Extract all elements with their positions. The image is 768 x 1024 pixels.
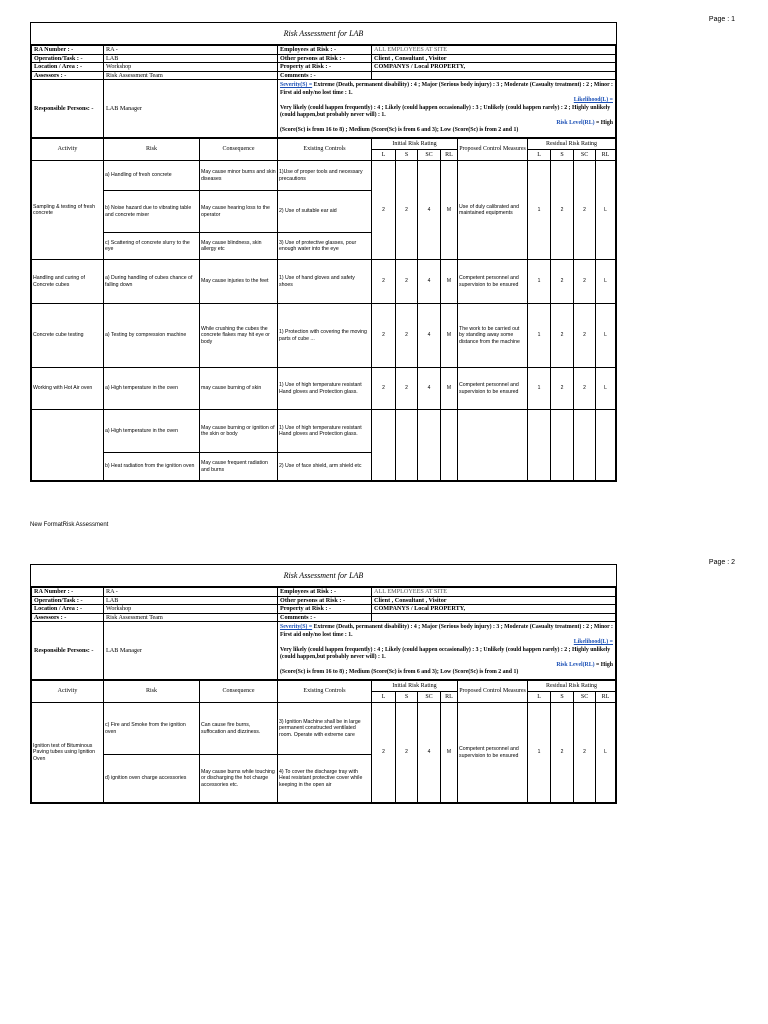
existing-control-cell: 1)Use of proper tools and necessary precautions (278, 161, 372, 191)
risk-cell: c) Scattering of concrete slurry to the eye (104, 233, 200, 260)
residual-sc-cell: 2 (574, 304, 596, 368)
col-risk: Risk (104, 139, 200, 161)
comments-label: Comments : - (278, 71, 372, 80)
initial-s-cell (396, 410, 418, 481)
risk-cell: a) During handling of cubes chance of falling down (104, 260, 200, 304)
col-sc: SC (418, 150, 441, 161)
col-proposed: Proposed Control Measures (458, 139, 528, 161)
employees-label: Employees at Risk : - (278, 588, 372, 597)
ra-number-label: RA Number : - (32, 588, 104, 597)
risk-cell: a) High temperature in the oven (104, 368, 200, 410)
activity-cell: Working with Hot Air oven (32, 368, 104, 410)
operation-label: Operation/Task : - (32, 54, 104, 63)
risk-level-label: Risk Level(RL) (556, 661, 595, 668)
residual-sc-cell: 2 (574, 368, 596, 410)
col-initial: Initial Risk Rating (372, 139, 458, 150)
col-risk: Risk (104, 681, 200, 703)
initial-rl-cell: M (441, 304, 458, 368)
responsible-label: Responsible Persons: - (32, 80, 104, 138)
col-s: S (396, 692, 418, 703)
consequence-cell: May cause injuries to the feet (200, 260, 278, 304)
col-rl: RL (441, 692, 458, 703)
residual-sc-cell (574, 410, 596, 481)
existing-control-cell: 2) Use of suitable ear aid (278, 191, 372, 233)
consequence-cell: May cause hearing loss to the operator (200, 191, 278, 233)
severity-label: Severity(S) = (280, 82, 313, 89)
location-label: Location / Area : - (32, 605, 104, 614)
col-rl-res: RL (596, 692, 616, 703)
col-sc-res: SC (574, 692, 596, 703)
initial-rl-cell: M (441, 161, 458, 260)
table-row (32, 703, 616, 755)
initial-sc-cell: 4 (418, 161, 441, 260)
existing-control-cell: 1) Use of hand gloves and safety shoes (278, 260, 372, 304)
consequence-cell: May cause blindness, skin allergy etc (200, 233, 278, 260)
ra-number-label: RA Number : - (32, 46, 104, 55)
other-persons-label: Other persons at Risk : - (278, 596, 372, 605)
risk-level-suffix: = High (594, 661, 613, 668)
col-l-res: L (528, 692, 551, 703)
other-persons-value: Client , Consultant , Visitor (372, 54, 616, 63)
existing-control-cell: 1) Use of high temperature resistant Hand gloves and Protection glass. (278, 368, 372, 410)
table-row (32, 260, 616, 304)
residual-s-cell: 2 (551, 260, 574, 304)
sheet-title: Risk Assessment for LAB (31, 565, 616, 587)
header-info-table (31, 45, 616, 138)
residual-sc-cell: 2 (574, 703, 596, 803)
risk-cell: d) ignition oven charge accessories (104, 755, 200, 803)
risk-cell: b) Heat radiation from the ignition oven (104, 453, 200, 481)
activity-cell: Ignition test of Bituminous Paving tubes using Ignition Oven (32, 703, 104, 803)
col-activity: Activity (32, 139, 104, 161)
comments-label: Comments : - (278, 613, 372, 622)
residual-l-cell: 1 (528, 161, 551, 260)
residual-s-cell: 2 (551, 703, 574, 803)
ra-number-value: RA - (104, 588, 278, 597)
table-row (32, 304, 616, 368)
col-consequence: Consequence (200, 139, 278, 161)
col-s-res: S (551, 692, 574, 703)
likelihood-label: Likelihood(L) = (573, 97, 613, 104)
col-existing: Existing Controls (278, 681, 372, 703)
operation-value: LAB (104, 54, 278, 63)
residual-rl-cell: L (596, 260, 616, 304)
residual-s-cell: 2 (551, 368, 574, 410)
existing-control-cell: 3) Use of protective glasses, pour enough water into the eye (278, 233, 372, 260)
initial-s-cell: 2 (396, 304, 418, 368)
col-consequence: Consequence (200, 681, 278, 703)
proposed-control-cell (458, 410, 528, 481)
property-label: Property at Risk : - (278, 605, 372, 614)
activity-cell: Sampling & testing of fresh concrete (32, 161, 104, 260)
activity-cell (32, 410, 104, 481)
severity-text: Extreme (Death, permanent disability) : 4 ; Major (Serious body injury) : 3 ; Moderate (Casualty treatment) : 2 ; Minor : First aid only/no lost time : 1. (280, 624, 613, 638)
initial-rl-cell (441, 410, 458, 481)
col-residual: Residual Risk Rating (528, 139, 616, 150)
risk-table (31, 138, 616, 481)
likelihood-label: Likelihood(L) = (573, 639, 613, 646)
initial-rl-cell: M (441, 260, 458, 304)
initial-sc-cell: 4 (418, 703, 441, 803)
score-text: (Score(Sc) is from 16 to 8) ; Medium (Score(Sc) is from 6 and 3); Low (Score(Sc) is from 2 and 1) (280, 669, 519, 676)
initial-l-cell (372, 410, 396, 481)
initial-s-cell: 2 (396, 161, 418, 260)
initial-sc-cell: 4 (418, 260, 441, 304)
residual-s-cell: 2 (551, 161, 574, 260)
residual-sc-cell: 2 (574, 260, 596, 304)
existing-control-cell: 4) To cover the discharge tray with Heat resistant protective cover while keeping in the open air (278, 755, 372, 803)
ra-number-value: RA - (104, 46, 278, 55)
consequence-cell: may cause burning of skin (200, 368, 278, 410)
consequence-cell: While crushing the cubes the concrete flakes may hit eye or body (200, 304, 278, 368)
employees-value: ALL EMPLOYEES AT SITE (372, 46, 616, 55)
page-number-1: Page : 1 (708, 16, 735, 23)
operation-label: Operation/Task : - (32, 596, 104, 605)
header-info-table (31, 587, 616, 680)
proposed-control-cell: The work to be carried out by standing away some distance from the machine (458, 304, 528, 368)
residual-l-cell: 1 (528, 304, 551, 368)
initial-l-cell: 2 (372, 368, 396, 410)
risk-cell: c) Fire and Smoke from the ignition oven (104, 703, 200, 755)
proposed-control-cell: Competent personnel and supervision to be ensured (458, 368, 528, 410)
residual-l-cell: 1 (528, 703, 551, 803)
risk-sheet-page-2 (30, 564, 617, 804)
col-l: L (372, 150, 396, 161)
property-label: Property at Risk : - (278, 63, 372, 72)
assessors-value: Risk Assessment Team (104, 613, 278, 622)
col-residual: Residual Risk Rating (528, 681, 616, 692)
severity-label: Severity(S) = (280, 624, 313, 631)
existing-control-cell: 3) Ignition Machine shall be in large permanent constructed ventilated room. Operate with extreme care (278, 703, 372, 755)
score-text: (Score(Sc) is from 16 to 8) ; Medium (Score(Sc) is from 6 and 3); Low (Score(Sc) is from 2 and 1) (280, 127, 519, 134)
col-activity: Activity (32, 681, 104, 703)
col-s: S (396, 150, 418, 161)
consequence-cell: May cause frequent radiation and burns (200, 453, 278, 481)
location-value: Workshop (104, 63, 278, 72)
consequence-cell: May cause burning or ignition of the skin or body (200, 410, 278, 453)
initial-rl-cell: M (441, 703, 458, 803)
risk-cell: a) Handling of fresh concrete (104, 161, 200, 191)
assessors-label: Assessors : - (32, 613, 104, 622)
col-sc: SC (418, 692, 441, 703)
risk-sheet-page-1 (30, 22, 617, 482)
residual-s-cell (551, 410, 574, 481)
other-persons-label: Other persons at Risk : - (278, 54, 372, 63)
residual-rl-cell: L (596, 368, 616, 410)
col-rl-res: RL (596, 150, 616, 161)
col-proposed: Proposed Control Measures (458, 681, 528, 703)
assessors-label: Assessors : - (32, 71, 104, 80)
proposed-control-cell: Use of duly calibrated and maintained equipments (458, 161, 528, 260)
residual-sc-cell: 2 (574, 161, 596, 260)
initial-l-cell: 2 (372, 161, 396, 260)
initial-rl-cell: M (441, 368, 458, 410)
likelihood-text: Very likely (could happen frequently) : 4 ; Likely (could happen occasionally) : 3 ; Unlikely (could happen rarely) : 2 ; Highly unlikely (could happen,but probably never will) : 1. (280, 646, 611, 661)
residual-rl-cell: L (596, 703, 616, 803)
severity-text: Extreme (Death, permanent disability) : 4 ; Major (Serious body injury) : 3 ; Moderate (Casualty treatment) : 2 ; Minor : First aid only/no lost time : 1. (280, 82, 613, 96)
initial-s-cell: 2 (396, 260, 418, 304)
residual-s-cell: 2 (551, 304, 574, 368)
existing-control-cell: 1) Protection with covering the moving parts of cube ... (278, 304, 372, 368)
table-row (32, 368, 616, 410)
risk-cell: a) Testing by compression machine (104, 304, 200, 368)
residual-l-cell: 1 (528, 260, 551, 304)
col-s-res: S (551, 150, 574, 161)
rating-legend (278, 622, 616, 680)
risk-level-suffix: = High (594, 119, 613, 126)
col-initial: Initial Risk Rating (372, 681, 458, 692)
responsible-label: Responsible Persons: - (32, 622, 104, 680)
col-existing: Existing Controls (278, 139, 372, 161)
initial-s-cell: 2 (396, 703, 418, 803)
table-row (32, 410, 616, 453)
activity-cell: Concrete cube testing (32, 304, 104, 368)
responsible-value: LAB Manager (104, 80, 278, 138)
consequence-cell: Can cause fire burns, suffocation and dizziness. (200, 703, 278, 755)
property-value: COMPANYS / Local PROPERTY, (372, 63, 616, 72)
risk-table (31, 680, 616, 803)
risk-cell: b) Noise hazard due to vibrating table and concrete mixer (104, 191, 200, 233)
consequence-cell: May cause minor burns and skin diseases (200, 161, 278, 191)
col-l: L (372, 692, 396, 703)
initial-sc-cell: 4 (418, 368, 441, 410)
other-persons-value: Client , Consultant , Visitor (372, 596, 616, 605)
initial-l-cell: 2 (372, 304, 396, 368)
existing-control-cell: 2) Use of face shield, arm shield etc (278, 453, 372, 481)
employees-label: Employees at Risk : - (278, 46, 372, 55)
initial-sc-cell: 4 (418, 304, 441, 368)
residual-rl-cell: L (596, 304, 616, 368)
risk-level-label: Risk Level(RL) (556, 119, 595, 126)
footer-note: New FormatRisk Assessment (30, 522, 109, 528)
operation-value: LAB (104, 596, 278, 605)
residual-l-cell (528, 410, 551, 481)
proposed-control-cell: Competent personnel and supervision to be ensured (458, 703, 528, 803)
residual-l-cell: 1 (528, 368, 551, 410)
risk-cell: a) High temperature in the oven (104, 410, 200, 453)
employees-value: ALL EMPLOYEES AT SITE (372, 588, 616, 597)
col-rl: RL (441, 150, 458, 161)
residual-rl-cell (596, 410, 616, 481)
responsible-value: LAB Manager (104, 622, 278, 680)
activity-cell: Handling and curing of Concrete cubes (32, 260, 104, 304)
assessors-value: Risk Assessment Team (104, 71, 278, 80)
property-value: COMPANYS / Local PROPERTY, (372, 605, 616, 614)
existing-control-cell: 1) Use of high temperature resistant Hand gloves and Protection glass. (278, 410, 372, 453)
initial-l-cell: 2 (372, 260, 396, 304)
col-l-res: L (528, 150, 551, 161)
initial-s-cell: 2 (396, 368, 418, 410)
rating-legend (278, 80, 616, 138)
likelihood-text: Very likely (could happen frequently) : 4 ; Likely (could happen occasionally) : 3 ; Unlikely (could happen rarely) : 2 ; Highly unlikely (could happen,but probably never will) : 1. (280, 104, 611, 119)
sheet-title: Risk Assessment for LAB (31, 23, 616, 45)
residual-rl-cell: L (596, 161, 616, 260)
proposed-control-cell: Competent personnel and supervision to be ensured (458, 260, 528, 304)
initial-sc-cell (418, 410, 441, 481)
location-value: Workshop (104, 605, 278, 614)
initial-l-cell: 2 (372, 703, 396, 803)
page-number-2: Page : 2 (708, 559, 735, 566)
consequence-cell: May cause burns while touching or discharging the hot charge accessories etc. (200, 755, 278, 803)
location-label: Location / Area : - (32, 63, 104, 72)
table-row (32, 161, 616, 191)
col-sc-res: SC (574, 150, 596, 161)
